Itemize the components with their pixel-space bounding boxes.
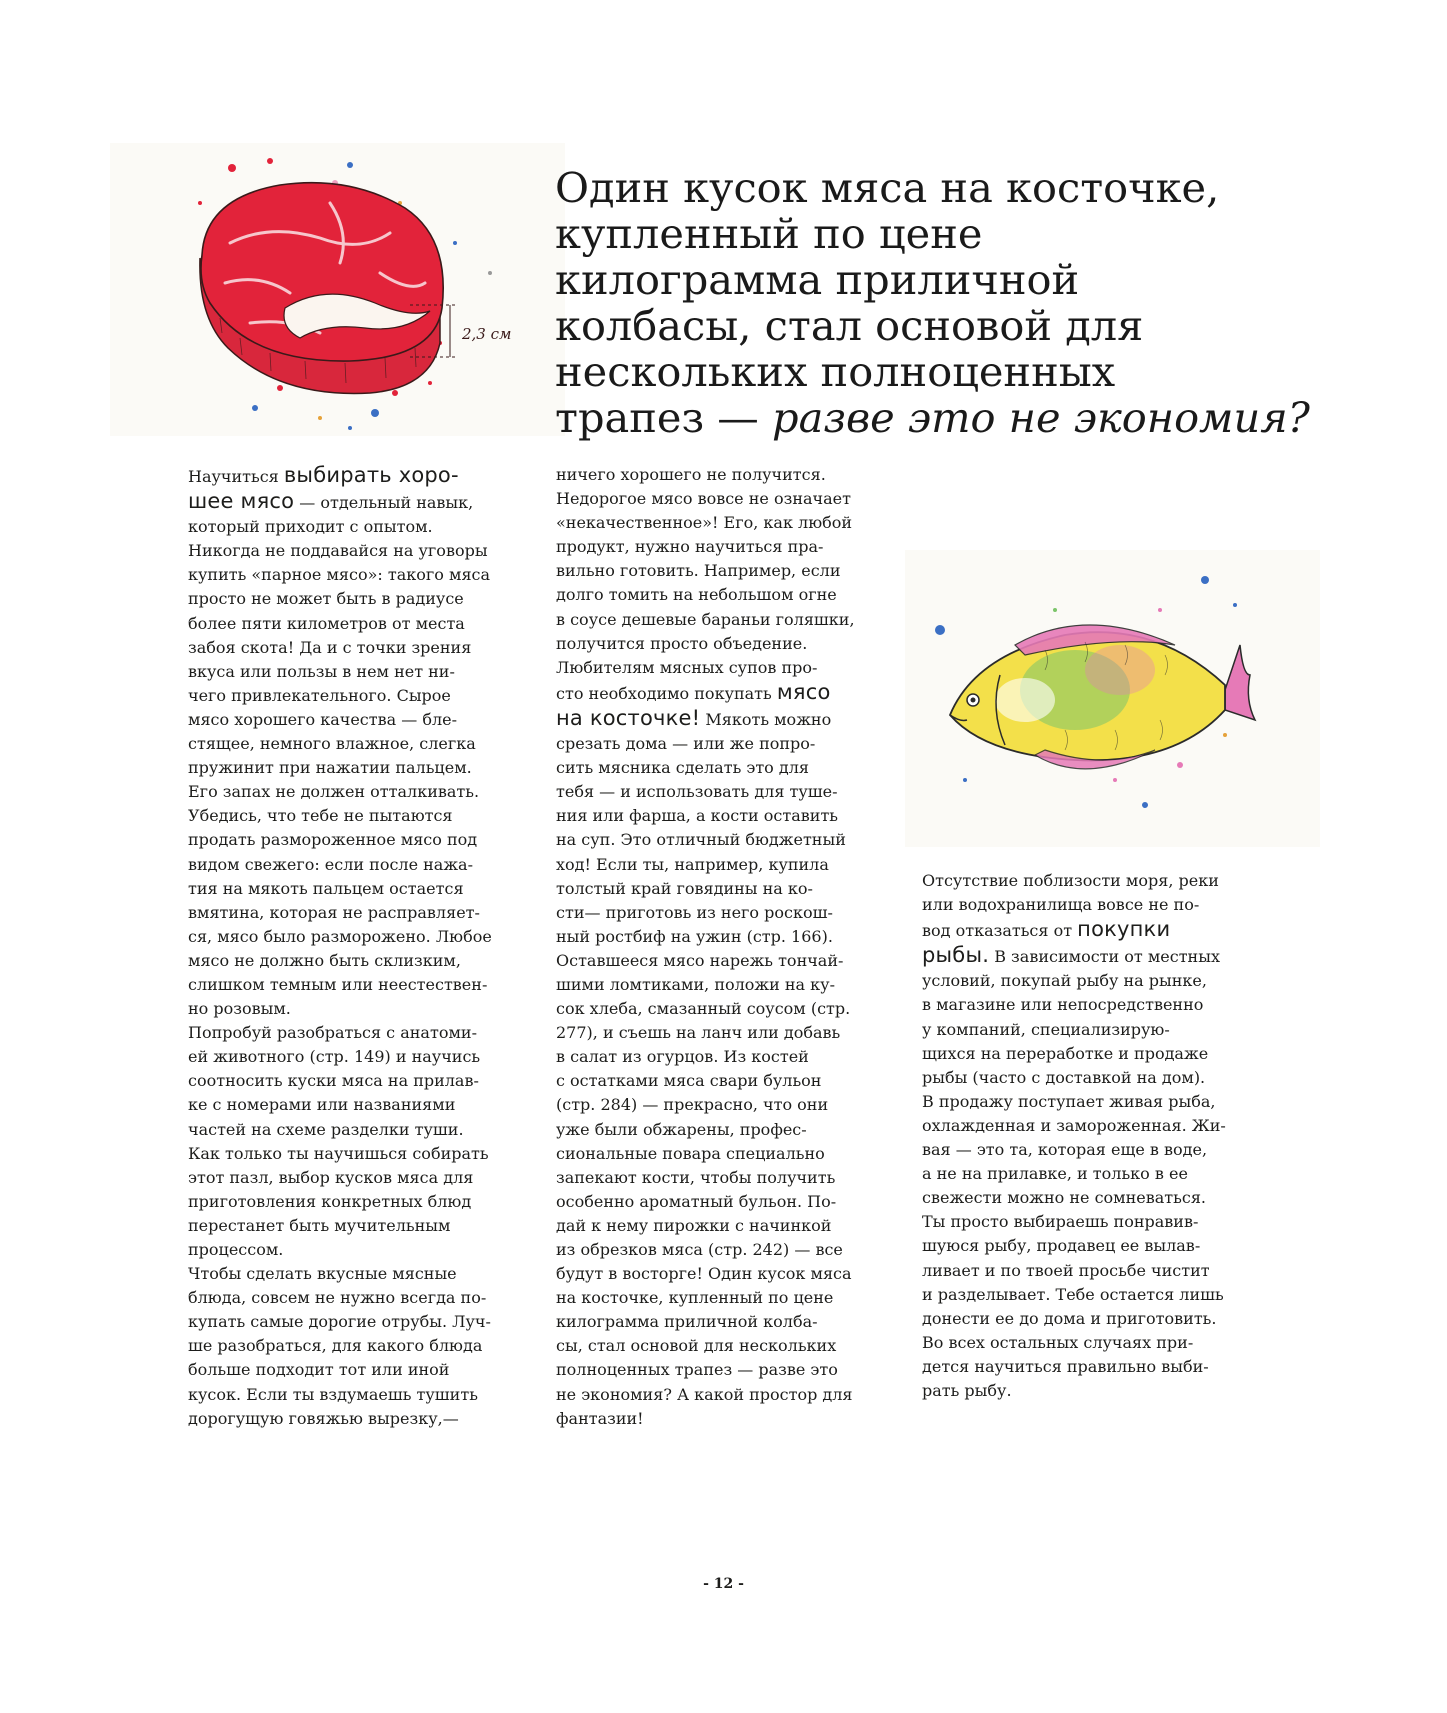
text-column-meat-continued	[556, 463, 901, 1431]
paragraph-text: Мякоть можно срезать дома — или же попро- сить мясника сделать это для тебя — и использовать для туше- ния или фарша, а кости оставить на суп. Это отличный бюджетный ход! Если ты, например, купила толстый край говядины на ко- сти— приготовь из него роскош- ный ростбиф на ужин (стр. 166). Оставшееся мясо нарежь тончай- шими ломтиками, положи на ку- сок хлеба, смазанный соусом (стр. 277), и съешь на ланч или добавь в салат из огурцов. Из костей с остатками мяса свари бульон (стр. 284) — прекрасно, что они уже были обжарены, профес- сиональные повара специально запекают кости, чтобы получить особенно ароматный бульон. По- дай к нему пирожки с начинкой из обрезков мяса (стр. 242) — все будут в восторге! Один кусок мяса на косточке, купленный по цене килограмма приличной колба- сы, стал основой для нескольких полноценных трапез — разве это не экономия? А какой простор для фантазии!	[556, 709, 853, 1428]
text-column-meat	[188, 463, 533, 1431]
fish-tail	[1225, 645, 1255, 720]
paragraph-text: Чтобы сделать вкусные мясные блюда, совсем не нужно всегда по- купать самые дорогие отрубы. Луч- ше разобраться, для какого блюда больше подходит тот или иной кусок. Если ты вздумаешь тушить дорогущую говяжью вырезку,—	[188, 1264, 491, 1428]
steak-illustration	[110, 143, 565, 436]
text-column-fish	[922, 869, 1262, 1403]
page-number: - 12 -	[703, 1576, 744, 1592]
pull-quote-emphasis: разве это не экономия?	[772, 393, 1310, 442]
highlight-phrase: выбирать хоро- шее мясо	[188, 463, 459, 514]
pull-quote-line: нескольких полноценных	[555, 347, 1116, 396]
paragraph-text: Научиться	[188, 467, 284, 486]
paragraph-text: В зависимости от местных условий, покупай рыбу на рынке, в магазине или непосредственно у компаний, специализирую- щихся на переработке и продаже рыбы (часто с доставкой на дом). В продажу поступает живая рыба, охлажденная и замороженная. Жи- вая — это та, которая еще в воде, а не на прилавке, и только в ее свежести можно не сомневаться. Ты просто выбираешь понравив- шуюся рыбу, продавец ее вылав- ливает и по твоей просьбе чистит и разделывает. Тебе остается лишь донести ее до дома и приготовить. Во всех остальных случаях при- дется научиться правильно выби- рать рыбу.	[922, 947, 1226, 1400]
pull-quote	[555, 165, 1425, 441]
fish-illustration	[905, 550, 1320, 847]
paragraph-text: Отсутствие поблизости моря, реки или водохранилища вовсе не по- вод отказаться от	[922, 871, 1219, 941]
steak-annotation: 2,3 см	[462, 325, 512, 343]
pull-quote-line: килограмма приличной	[555, 255, 1080, 304]
highlight-phrase: покупки рыбы.	[922, 917, 1171, 968]
paragraph-text: ничего хорошего не получится. Недорогое мясо вовсе не означает «некачественное»! Его, как любой продукт, нужно научиться пра- вильно готовить. Например, если долго томить на небольшом огне в соусе дешевые бараньи голяшки, получится просто объедение. Любителям мясных супов про- сто необходимо покупать	[556, 465, 855, 703]
pull-quote-line: колбасы, стал основой для	[555, 301, 1144, 350]
paragraph-text: Попробуй разобраться с анатоми- ей животного (стр. 149) и научись соотносить куски мяса на прилав- ке с номерами или названиями частей на схеме разделки туши. Как только ты научишься собирать этот пазл, выбор кусков мяса для приготовления конкретных блюд перестанет быть мучительным процессом.	[188, 1023, 489, 1259]
highlight-phrase: мясо на косточке!	[556, 679, 831, 730]
paragraph-text: — отдельный навык, который приходит с опытом. Никогда не поддавайся на уговоры купить «парное мясо»: такого мяса просто не может быть в радиусе более пяти километров от места забоя скота! Да и с точки зрения вкуса или пользы в нем нет ни- чего привлекательного. Сырое мясо хорошего качества — бле- стящее, немного влажное, слегка пружинит при нажатии пальцем. Его запах не должен отталкивать. Убедись, что тебе не пытаются продать размороженное мясо под видом свежего: если после нажа- тия на мякоть пальцем остается вмятина, которая не расправляет- ся, мясо было разморожено. Любое мясо не должно быть склизким, слишком темным или неестествен- но розовым.	[188, 493, 492, 1019]
pull-quote-line: купленный по цене	[555, 209, 983, 258]
pull-quote-last-plain: трапез —	[555, 393, 773, 442]
pull-quote-line: Один кусок мяса на косточке,	[555, 163, 1220, 212]
